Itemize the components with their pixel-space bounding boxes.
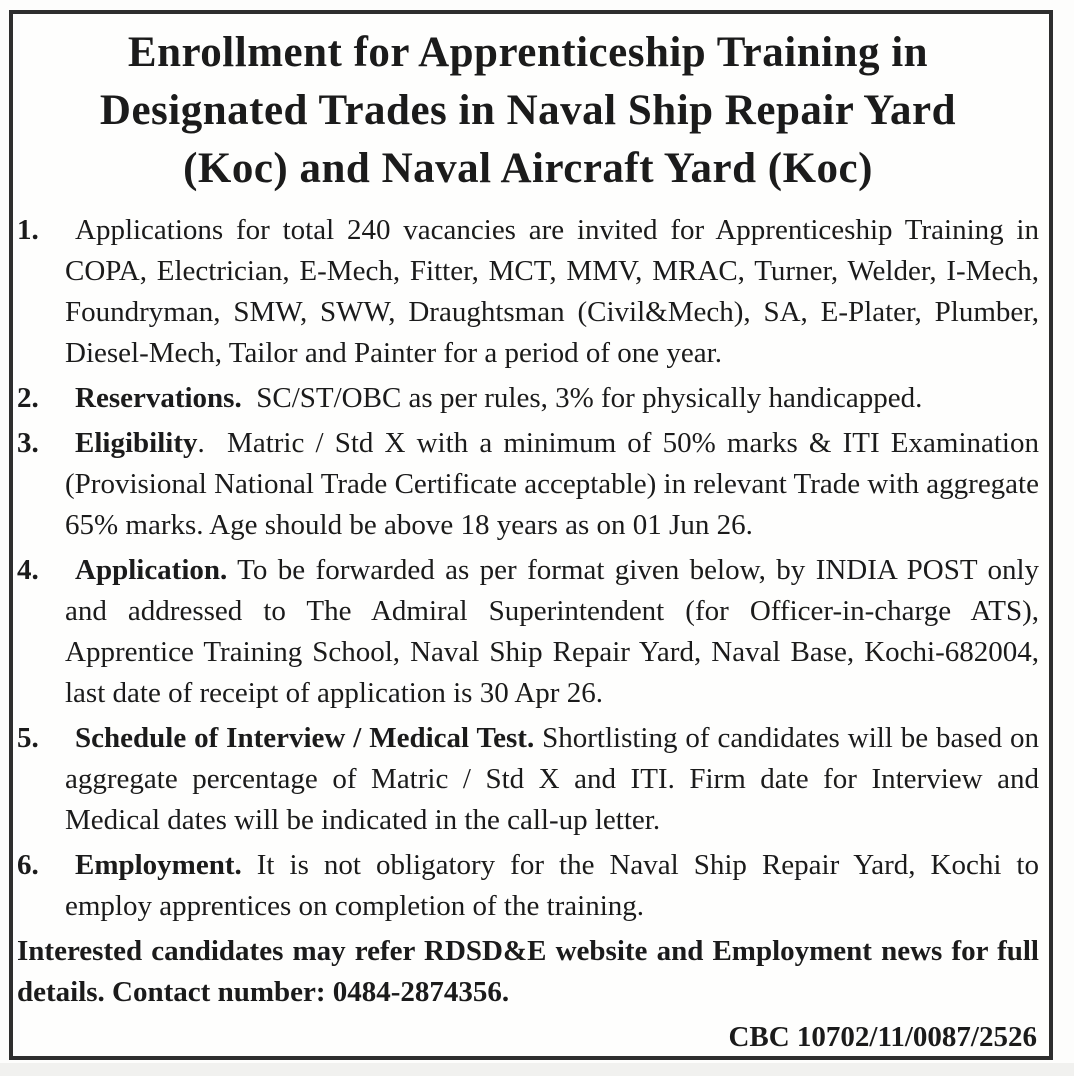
list-item-3 — [17, 423, 1039, 546]
footer-note: Interested candidates may refer RDSD&E website and Employment news for full details. Contact number: 0484-2874356. — [17, 935, 1039, 1008]
item-text: Applications for total 240 vacancies are invited for Apprenticeship Training in COPA, Electrician, E-Mech, Fitter, MCT, MMV, MRAC, Turner, Welder, I-Mech, Foundryman, SMW, SWW, Draughtsman (Civil&Mech), SA, E-Plater, Plumber, Diesel-Mech, Tailor and Painter for a period of one year. — [65, 214, 1039, 369]
notice-title — [17, 24, 1039, 198]
reference-number: CBC 10702/11/0087/2526 — [728, 1021, 1037, 1053]
item-number: 6. — [17, 849, 39, 881]
list-item-6 — [17, 845, 1039, 927]
item-number: 4. — [17, 554, 39, 586]
page-bottom-margin — [0, 1063, 1074, 1076]
list-item-4 — [17, 550, 1039, 714]
item-label: Schedule of Interview / Medical Test. — [75, 722, 535, 754]
item-text: Shortlisting of candidates will be based on aggregate percentage of Matric / Std X and ITI. Firm date for Interview and Medical dates will be indicated in the call-up letter. — [65, 722, 1039, 836]
item-label: Eligibility — [75, 427, 198, 459]
item-text: SC/ST/OBC as per rules, 3% for physically handicapped. — [241, 382, 923, 414]
title-line-3: (Koc) and Naval Aircraft Yard (Koc) — [183, 145, 873, 192]
list-item-5 — [17, 718, 1039, 841]
item-text: To be forwarded as per format given below, by INDIA POST only and addressed to The Admiral Superintendent (for Officer-in-charge ATS), Apprentice Training School, Naval Ship Repair Yard, Naval Base, Kochi-682004, last date of receipt of application is 30 Apr 26. — [65, 554, 1039, 709]
item-text: . Matric / Std X with a minimum of 50% marks & ITI Examination (Provisional National Trade Certificate acceptable) in relevant Trade with aggregate 65% marks. Age should be above 18 years as on 01 Jun 26. — [65, 427, 1039, 541]
notice-border-box — [9, 10, 1053, 1060]
item-label: Reservations. — [75, 382, 242, 414]
notice-item-list — [17, 210, 1039, 927]
item-text: It is not obligatory for the Naval Ship Repair Yard, Kochi to employ apprentices on completion of the training. — [65, 849, 1039, 922]
list-item-1 — [17, 210, 1039, 374]
item-number: 1. — [17, 214, 39, 246]
item-label: Application. — [75, 554, 228, 586]
list-item-2 — [17, 378, 1039, 419]
item-number: 2. — [17, 382, 39, 414]
item-label: Employment. — [75, 849, 242, 881]
title-line-2: Designated Trades in Naval Ship Repair Yard — [99, 87, 957, 134]
item-number: 3. — [17, 427, 39, 459]
title-line-1: Enrollment for Apprenticeship Training in — [127, 29, 929, 76]
item-number: 5. — [17, 722, 39, 754]
